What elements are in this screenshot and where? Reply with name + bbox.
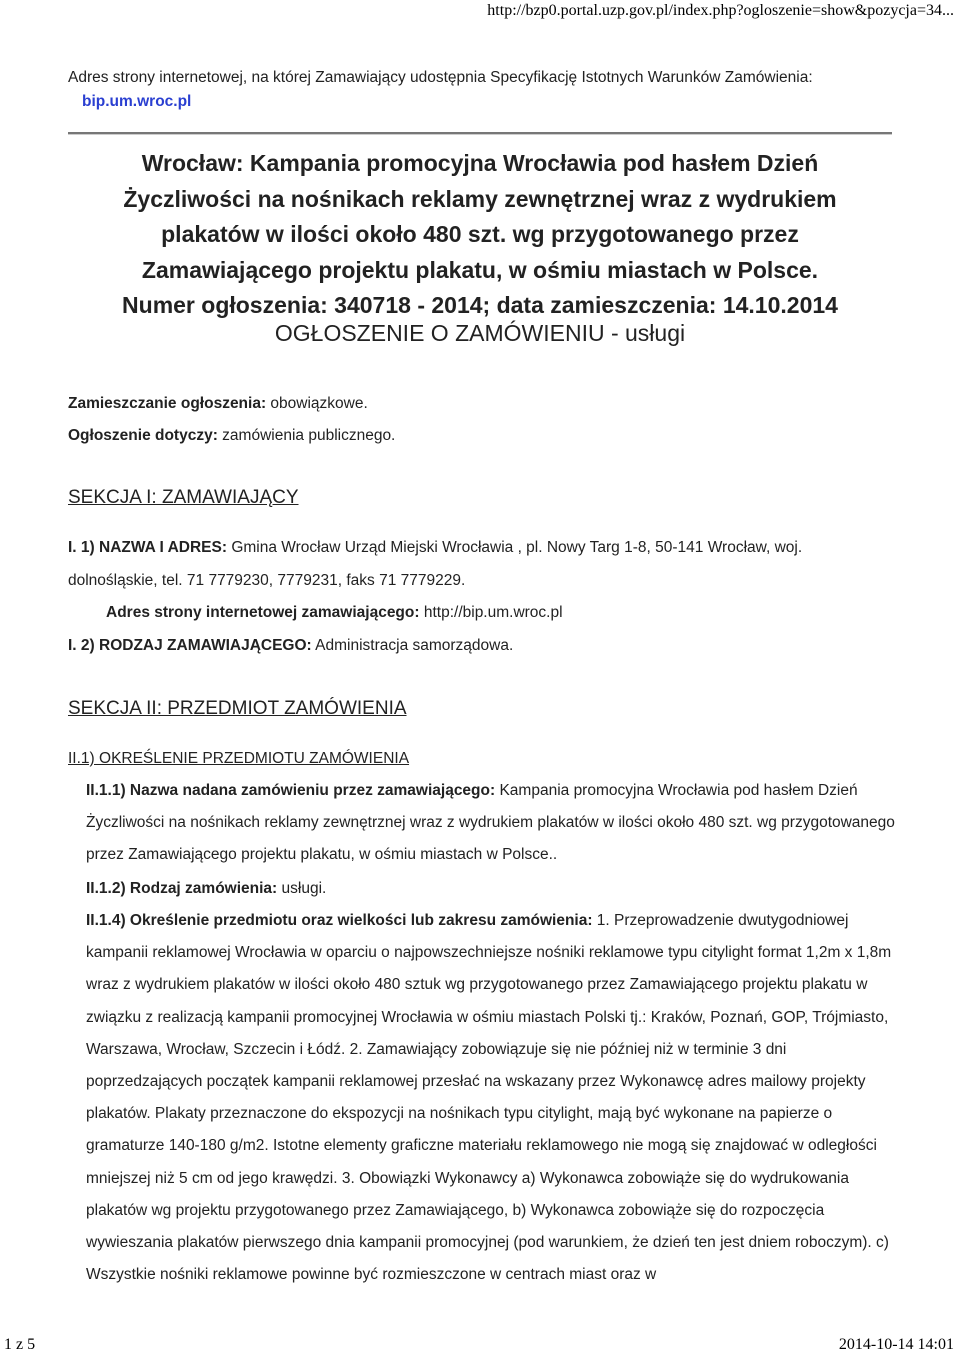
- title-line-3: plakatów w ilości około 480 szt. wg przygotowanego przez: [161, 221, 799, 247]
- concerns-label: Ogłoszenie dotyczy:: [68, 427, 218, 444]
- section-2-subheading: II.1) OKREŚLENIE PRZEDMIOTU ZAMÓWIENIA: [68, 750, 410, 767]
- announcement-title: [68, 146, 892, 324]
- contracting-type-value: Administracja samorządowa.: [311, 637, 514, 654]
- bip-link[interactable]: bip.um.wroc.pl: [82, 93, 192, 110]
- order-scope-value: 1. Przeprowadzenie dwutygodniowej kampanii reklamowej Wrocławia w oparciu o najpowszechniejsze nośniki reklamowe typu citylight format 1,2m x 1,8m wraz z wydrukiem plakatów w ilości około 480 sztuk wg przygotowanego przez Zamawiającego projektu plakatu w związku z realizacją kampanii promocyjnej Wrocławia w ośmiu miastach Polski tj.: Kraków, Poznań, GOP, Trójmiasto, Warszawa, Wrocław, Szczecin i Łódź. 2. Zamawiający zobowiązuje się nie później niż w terminie 3 dni poprzedzających początek kampanii reklamowej przesłać na wskazany przez Wykonawcę adres mailowy projekty plakatów. Plakaty przeznaczone do ekspozycji na nośnikach typu citylight, mają być wykonane na papierze o gramaturze 140-180 g/m2. Istotne elementy graficzne materiału reklamowego nie mogą się znajdować w odległości mniejszej niż 5 cm od jego krawędzi. 3. Obowiązki Wykonawcy a) Wykonawca zobowiąże się do wydrukowania plakatów wg projektu przygotowanego przez Zamawiającego, b) Wykonawca zobowiąże się do rozpoczęcia wywieszania plakatów pierwszego dnia kampanii promocyjnej (pod warunkiem, że dzień ten jest dniem roboczym). c) Wszystkie nośniki reklamowe powinne być rozmieszczone w centrach miast oraz w: [86, 912, 892, 1284]
- contracting-name-value: Gmina Wrocław Urząd Miejski Wrocławia , pl. Nowy Targ 1-8, 50-141 Wrocław, woj.: [227, 539, 803, 556]
- section-2-heading: SEKCJA II: PRZEDMIOT ZAMÓWIENIA: [68, 698, 407, 719]
- order-kind-label: II.1.2) Rodzaj zamówienia:: [86, 880, 278, 897]
- page-number: 1 z 5: [4, 1336, 36, 1353]
- contracting-address-line: dolnośląskie, tel. 71 7779230, 7779231, faks 71 7779229.: [68, 572, 466, 589]
- order-kind-value: usługi.: [277, 880, 327, 897]
- title-line-5: Numer ogłoszenia: 340718 - 2014; data zamieszczenia: 14.10.2014: [122, 292, 838, 318]
- announcement-subtitle: OGŁOSZENIE O ZAMÓWIENIU - usługi: [274, 320, 686, 346]
- contracting-type-label: I. 2) RODZAJ ZAMAWIAJĄCEGO:: [68, 637, 312, 654]
- contracting-type-line: [68, 637, 513, 655]
- title-line-2: Życzliwości na nośnikach reklamy zewnętrznej wraz z wydrukiem: [123, 185, 837, 212]
- order-scope-label: II.1.4) Określenie przedmiotu oraz wielkości lub zakresu zamówienia:: [86, 912, 593, 929]
- contracting-web-label: Adres strony internetowej zamawiającego:: [106, 604, 420, 621]
- order-scope-paragraph: [86, 905, 896, 1291]
- title-line-4: Zamawiającego projektu plakatu, w ośmiu miastach w Polsce.: [141, 256, 819, 283]
- placement-label: Zamieszczanie ogłoszenia:: [68, 395, 267, 412]
- title-line-1: Wrocław: Kampania promocyjna Wrocławia pod hasłem Dzień: [141, 150, 819, 176]
- page-url: http://bzp0.portal.uzp.gov.pl/index.php?ogloszenie=show&pozycja=34...: [487, 2, 954, 19]
- order-name-value: Kampania promocyjna Wrocławia pod hasłem Dzień Życzliwości na nośnikach reklamy zewnętrznej wraz z wydrukiem plakatów w ilości około 480 szt. wg przygotowanego przez Zamawiającego projektu plakatu, w ośmiu miastach w Polsce..: [86, 782, 895, 864]
- print-datetime: 2014-10-14 14:01: [838, 1336, 954, 1353]
- order-name-paragraph: [86, 775, 896, 872]
- contracting-name-line: [68, 539, 802, 557]
- order-name-label: II.1.1) Nazwa nadana zamówieniu przez zamawiającego:: [86, 782, 496, 799]
- concerns-line: [68, 427, 395, 445]
- title-divider: [68, 132, 892, 135]
- contracting-name-label: I. 1) NAZWA I ADRES:: [68, 539, 228, 556]
- concerns-value: zamówienia publicznego.: [217, 427, 396, 444]
- placement-value: obowiązkowe.: [266, 395, 368, 412]
- section-1-heading: SEKCJA I: ZAMAWIAJĄCY: [68, 487, 299, 508]
- contracting-web-line: [106, 604, 563, 622]
- contracting-web-value[interactable]: http://bip.um.wroc.pl: [419, 604, 563, 621]
- order-kind-line: [86, 880, 326, 898]
- placement-line: [68, 395, 368, 413]
- siwz-address-intro: Adres strony internetowej, na której Zamawiający udostępnia Specyfikację Istotnych Warunków Zamówienia:: [68, 69, 813, 86]
